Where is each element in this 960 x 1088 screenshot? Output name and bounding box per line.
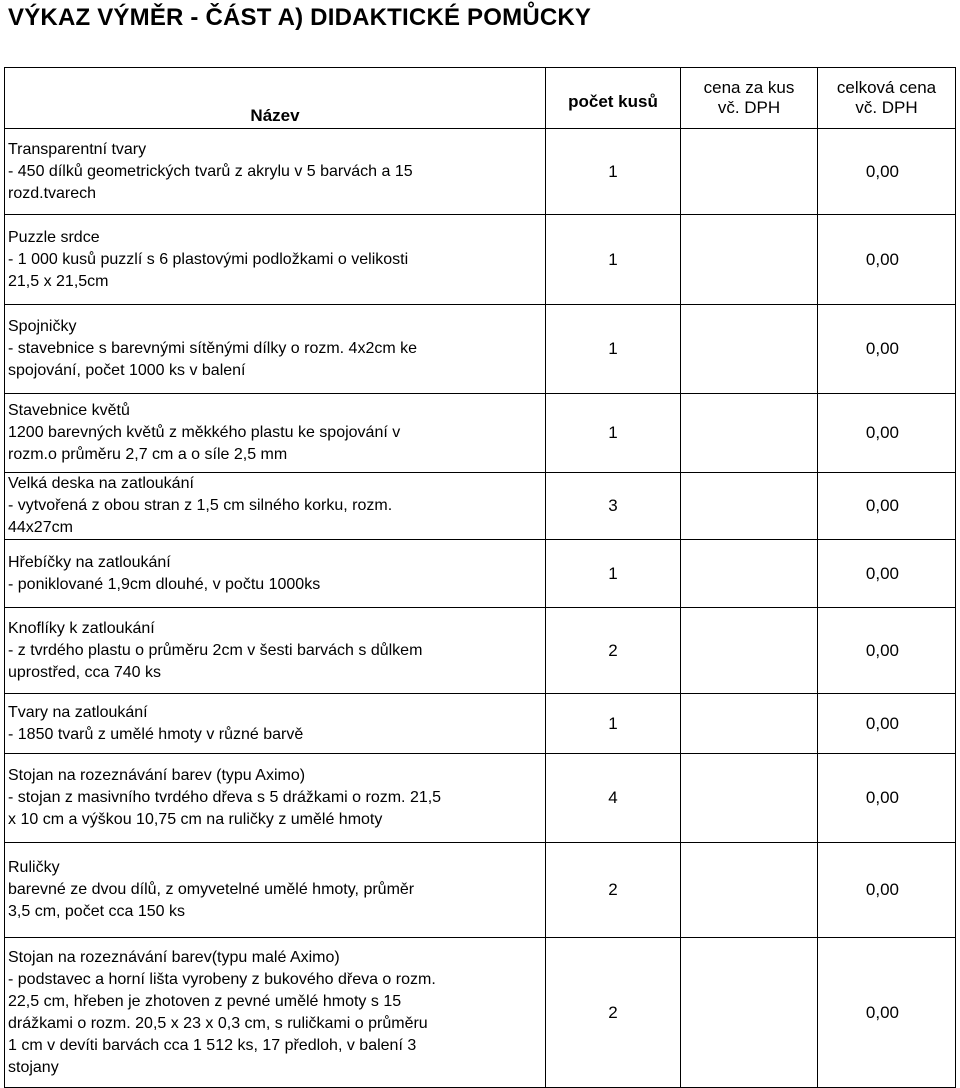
- item-description: [5, 305, 546, 394]
- item-total: 0,00: [818, 938, 956, 1088]
- item-name: Spojničky: [8, 318, 77, 335]
- total-price-line-1: celková cena: [836, 78, 937, 97]
- total-price-line-2: vč. DPH: [855, 98, 918, 117]
- item-description: [5, 843, 546, 938]
- item-total: 0,00: [818, 394, 956, 473]
- item-total: 0,00: [818, 215, 956, 305]
- item-description: [5, 694, 546, 754]
- item-unit-price: [681, 305, 818, 394]
- item-detail: - stavebnice s barevnými sítěnými dílky o rozm. 4x2cm ke spojování, počet 1000 ks v balení: [8, 340, 418, 379]
- item-qty: 1: [546, 694, 681, 754]
- item-name: Knoflíky k zatloukání: [8, 619, 155, 637]
- item-name: Transparentní tvary: [8, 140, 147, 158]
- item-total: 0,00: [818, 608, 956, 694]
- item-unit-price: [681, 215, 818, 305]
- item-total: 0,00: [818, 473, 956, 540]
- item-qty: 1: [546, 215, 681, 305]
- item-description: [5, 129, 546, 215]
- unit-price-line-2: vč. DPH: [717, 98, 781, 117]
- item-total: 0,00: [818, 694, 956, 754]
- unit-price-line-1: cena za kus: [703, 78, 795, 97]
- item-unit-price: [681, 540, 818, 608]
- table-row: [5, 608, 956, 694]
- item-qty: 1: [546, 540, 681, 608]
- table-row: [5, 938, 956, 1088]
- item-detail: - stojan z masivního tvrdého dřeva s 5 drážkami o rozm. 21,5 x 10 cm a výškou 10,75 cm na ruličky z umělé hmoty: [8, 789, 442, 828]
- item-description: [5, 540, 546, 608]
- item-total: 0,00: [818, 540, 956, 608]
- item-unit-price: [681, 394, 818, 473]
- items-table: [4, 67, 956, 1088]
- item-description: [5, 215, 546, 305]
- item-name: Hřebíčky na zatloukání: [8, 553, 171, 571]
- table-row: [5, 215, 956, 305]
- item-name: Puzzle srdce: [8, 228, 100, 246]
- item-qty: 4: [546, 754, 681, 843]
- item-unit-price: [681, 129, 818, 215]
- item-total: 0,00: [818, 129, 956, 215]
- item-name: Stavebnice květů: [8, 402, 130, 419]
- column-header-total-price: [818, 68, 956, 129]
- table-row: [5, 473, 956, 540]
- item-name: Velká deska na zatloukání: [8, 475, 194, 492]
- item-description: [5, 608, 546, 694]
- item-unit-price: [681, 608, 818, 694]
- item-total: 0,00: [818, 843, 956, 938]
- item-unit-price: [681, 938, 818, 1088]
- item-qty: 2: [546, 938, 681, 1088]
- item-qty: 2: [546, 843, 681, 938]
- table-row: [5, 394, 956, 473]
- item-description: [5, 394, 546, 473]
- item-total: 0,00: [818, 754, 956, 843]
- item-total: 0,00: [818, 305, 956, 394]
- table-row: [5, 540, 956, 608]
- page-title: VÝKAZ VÝMĚR - ČÁST A) DIDAKTICKÉ POMŮCKY: [8, 4, 592, 31]
- table-row: [5, 754, 956, 843]
- item-detail: 1200 barevných květů z měkkého plastu ke spojování v rozm.o průměru 2,7 cm a o síle 2,5 mm: [8, 424, 401, 463]
- item-unit-price: [681, 843, 818, 938]
- item-detail: - 450 dílků geometrických tvarů z akrylu v 5 barvách a 15 rozd.tvarech: [8, 162, 413, 202]
- item-qty: 3: [546, 473, 681, 540]
- header-row: [5, 68, 956, 129]
- column-header-qty: počet kusů: [546, 68, 681, 129]
- column-header-name: Název: [5, 68, 546, 129]
- item-name: Tvary na zatloukání: [8, 703, 148, 721]
- item-qty: 2: [546, 608, 681, 694]
- table-row: [5, 694, 956, 754]
- table-row: [5, 305, 956, 394]
- item-detail: barevné ze dvou dílů, z omyvetelné umělé hmoty, průměr 3,5 cm, počet cca 150 ks: [8, 881, 415, 920]
- item-unit-price: [681, 694, 818, 754]
- item-description: [5, 938, 546, 1088]
- item-description: [5, 754, 546, 843]
- table-row: [5, 129, 956, 215]
- item-detail: - z tvrdého plastu o průměru 2cm v šesti barvách s důlkem uprostřed, cca 740 ks: [8, 641, 423, 681]
- item-name: Ruličky: [8, 859, 60, 876]
- item-detail: - 1850 tvarů z umělé hmoty v různé barvě: [8, 725, 304, 743]
- item-qty: 1: [546, 129, 681, 215]
- item-qty: 1: [546, 394, 681, 473]
- item-qty: 1: [546, 305, 681, 394]
- item-detail: - poniklované 1,9cm dlouhé, v počtu 1000ks: [8, 575, 321, 593]
- item-description: [5, 473, 546, 540]
- item-name: Stojan na rozeznávání barev (typu Aximo): [8, 767, 306, 784]
- item-detail: - podstavec a horní lišta vyrobeny z bukového dřeva o rozm. 22,5 cm, hřeben je zhotoven z pevné umělé hmoty s 15 drážkami o rozm. 20,5 x 23 x 0,3 cm, s ruličkami o průměru 1 cm v devíti barvách cca 1 512 ks, 17 předloh, v balení 3 stojany: [8, 970, 436, 1076]
- table-row: [5, 843, 956, 938]
- item-unit-price: [681, 754, 818, 843]
- column-header-unit-price: [681, 68, 818, 129]
- item-unit-price: [681, 473, 818, 540]
- item-name: Stojan na rozeznávání barev(typu malé Aximo): [8, 948, 340, 966]
- item-detail: - 1 000 kusů puzzlí s 6 plastovými podložkami o velikosti 21,5 x 21,5cm: [8, 250, 409, 290]
- item-detail: - vytvořená z obou stran z 1,5 cm silného korku, rozm. 44x27cm: [8, 497, 393, 536]
